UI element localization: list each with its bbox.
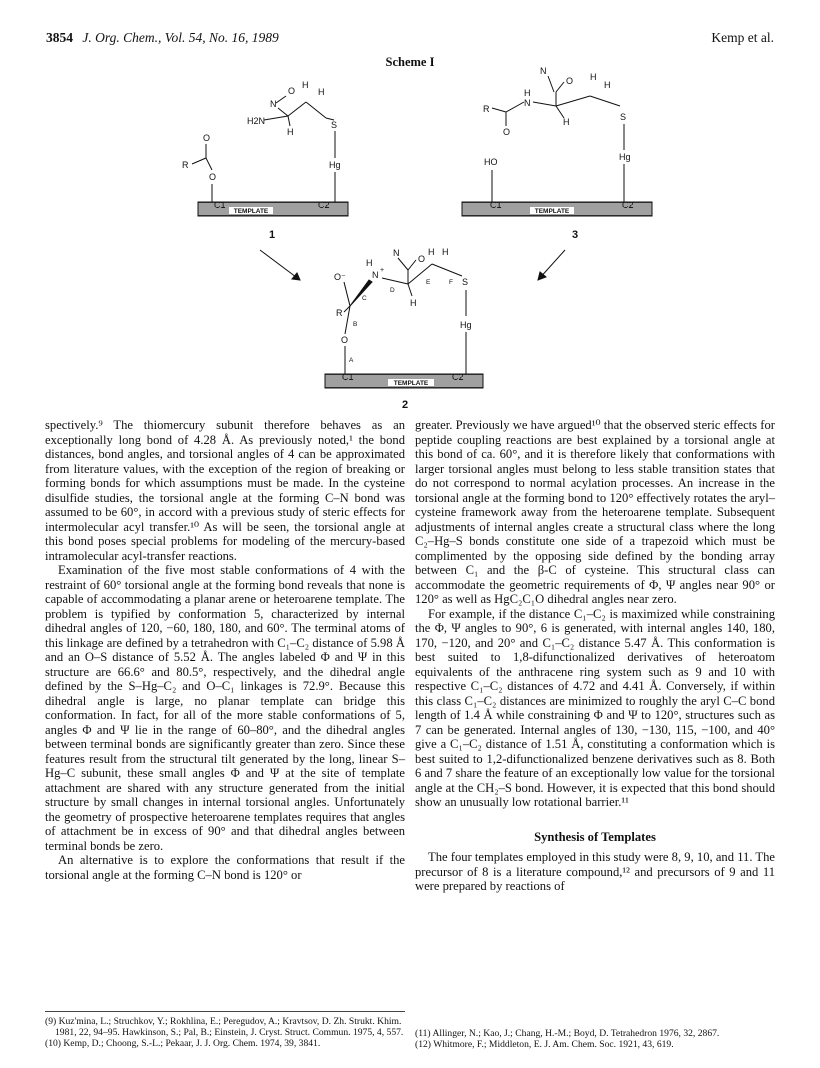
reaction-arrow-left — [260, 250, 300, 280]
compound-number-2: 2 — [402, 399, 409, 411]
bond-label-b: B — [353, 321, 358, 328]
atom-o-ester-1: O — [209, 172, 217, 182]
atom-h-beta-3: H — [590, 72, 597, 82]
atom-c1-3: C1 — [490, 200, 502, 210]
bond-label-e: E — [426, 279, 431, 286]
paragraph: The four templates employed in this study were 8, 9, 10, and 11. The precursor of 8 is a literature compound,¹² and precursors of 9 and 11 were prepared by reactions of — [415, 850, 775, 893]
footnote: (10) Kemp, D.; Choong, S.-L.; Pekaar, J. J. Org. Chem. 1974, 39, 3841. — [45, 1038, 321, 1049]
page-number: 3854 — [46, 30, 73, 45]
body-column-right — [415, 418, 775, 894]
paragraph: spectively.⁹ The thiomercury subunit therefore behaves as an exceptionally long bond of 4.28 Å. As previously noted,¹ the bond distances, bond angles, and torsional angles of 4 can be approximated from literature values, with the exception of the region of breaking or forming bonds for which assumptions must be made. In the cysteine disulfide studies, the torsional angle at the forming C–N bond was assumed to be 60°, in accord with a previous study of steric effects for intermolecular acyl transfer.¹⁰ As will be seen, the torsional angle at this bond poses special problems for modeling of the mercury-based intramolecular acyl-transfer reactions. — [45, 418, 405, 563]
bond-label-f: F — [449, 279, 453, 286]
paragraph: Examination of the five most stable conformations of 4 with the restraint of 60° torsional angle at the forming bond reveals that none is capable of accommodating a planar arene or heteroarene template. The problem is typified by conformation 5, characterized by internal dihedral angles of 120, −60, 180, 180, and 60°. The terminal atoms of this linkage are defined by a tetrahedron with C₁–C₂ distance of 5.98 Å and an O–S distance of 5.52 Å. The angles labeled Φ and Ψ in this structure are 66.6° and 80.5°, respectively, and the dihedral angle defined by the S–Hg–C₂ and O–C₁ linkages is 72.9°. Because this dihedral angle is large, no planar template can bridge this conformation. In fact, for all of the more stable conformations of 5, angles Φ and Ψ lie in the range of 60–80°, and the dihedral angles between terminal bonds are significantly greater than zero. Since these features result from the structural tilt generated by the long, linear S–Hg–C subunit, these small angles Φ and Ψ at the site of template attachment are shared with any structure generated from the initial structure by small changes in internal torsional angles. Unfortunately the geometry of prospective heteroarene templates requires that angles of attachment be in excess of 90° and that dihedral angles between terminal bonds be zero. — [45, 563, 405, 853]
bond-label-d: D — [390, 287, 395, 294]
atom-n-amide-3: N — [540, 66, 547, 76]
atom-c2-3: C2 — [622, 200, 634, 210]
running-header-authors: Kemp et al. — [711, 30, 774, 45]
template-label-3: TEMPLATE — [534, 208, 570, 215]
atom-o-minus-2: O⁻ — [334, 272, 346, 282]
bond-label-c: C — [362, 295, 367, 302]
bond-label-a: A — [349, 357, 354, 364]
atom-h-alpha-1: H — [287, 127, 294, 137]
template-label-2: TEMPLATE — [393, 380, 429, 387]
compound-number-3: 3 — [572, 229, 579, 241]
atom-s-1: S — [331, 120, 338, 130]
section-heading: Synthesis of Templates — [534, 829, 656, 844]
footnote: (11) Allinger, N.; Kao, J.; Chang, H.-M.; Boyd, D. Tetrahedron 1976, 32, 2867. — [415, 1028, 720, 1039]
structure-2 — [325, 247, 483, 411]
paragraph: greater. Previously we have argued¹⁰ that the observed steric effects for peptide coupling reactions are best explained by a torsional angle at this bond of ca. 60°, and it is therefore likely that conformations with larger torsional angles must belong to less stable transition states that do not correspond to normal acylation processes. An increase in the torsional angle at the forming bond to 120° effectively rotates the aryl–cysteine framework away from the heteroarene template. Subsequent adjustments of internal angles create a structural class where the long C₂–Hg–S bonds constitute one side of a trapezoid which must be complimented by the opposing side defined by the bonding array between C₁ and the β-C of cysteine. This structural class can accommodate the geometric requirements of Φ, Ψ angles near 90° or 120° as well as HgC₂C₁O dihedral angles near zero. — [415, 418, 775, 606]
atom-o-amide-1: O — [288, 86, 296, 96]
atom-o-amide-2: O — [418, 254, 426, 264]
template-label-1: TEMPLATE — [233, 208, 269, 215]
structure-1 — [182, 80, 348, 241]
atom-o-carbonyl-1: O — [203, 133, 211, 143]
atom-s-3: S — [620, 112, 627, 122]
atom-h-alpha-2: H — [410, 298, 417, 308]
atom-h-n-3: H — [524, 88, 531, 98]
atom-o-ester-2: O — [341, 335, 349, 345]
footnote: (9) Kuz'mina, L.; Struchkov, Y.; Rokhlina, E.; Peregudov, A.; Kravtsov, D. Zh. Strukt. Khim. 1981, 22, 94–95. Hawkinson, S.; Pal, B.; Einstein, J. Cryst. Struct. Commun. 1975, 4, 557. — [45, 1016, 404, 1038]
atom-h-alpha-3: H — [563, 117, 570, 127]
atom-h-beta-b-3: H — [604, 80, 611, 90]
atom-c2-2: C2 — [452, 372, 464, 382]
atom-n-plus-2: N — [372, 270, 379, 280]
atom-hg-3: Hg — [619, 152, 631, 162]
atom-h-beta-b-2: H — [442, 247, 449, 257]
footnotes-right — [415, 1011, 775, 1050]
footnotes-left — [45, 1011, 405, 1049]
atom-ho-3: HO — [484, 157, 498, 167]
atom-hg-1: Hg — [329, 160, 341, 170]
atom-n-amide-2: N — [393, 248, 400, 258]
scheme-title: Scheme I — [385, 55, 435, 69]
atom-n-3: N — [524, 98, 531, 108]
reaction-arrow-right — [538, 250, 565, 280]
structure-3 — [462, 66, 652, 241]
svg-text:+: + — [380, 267, 385, 274]
atom-n-amide-1: N — [270, 99, 277, 109]
journal-citation: J. Org. Chem., Vol. 54, No. 16, 1989 — [82, 30, 279, 45]
atom-h-beta-b-1: H — [318, 87, 325, 97]
atom-c1-2: C1 — [342, 372, 354, 382]
atom-s-2: S — [462, 277, 469, 287]
scheme-figure — [0, 0, 820, 415]
atom-h-beta-2: H — [428, 247, 435, 257]
footnote: (12) Whitmore, F.; Middleton, E. J. Am. Chem. Soc. 1921, 43, 619. — [415, 1039, 674, 1050]
atom-r-1: R — [182, 160, 189, 170]
atom-r-2: R — [336, 308, 343, 318]
atom-hg-2: Hg — [460, 320, 472, 330]
atom-o-amide-3: O — [566, 76, 574, 86]
atom-h2n-1: H2N — [247, 116, 266, 126]
paragraph: An alternative is to explore the conformations that result if the torsional angle at the forming C–N bond is 120° or — [45, 853, 405, 882]
atom-r-3: R — [483, 104, 490, 114]
atom-c2-1: C2 — [318, 200, 330, 210]
atom-h-n-2: H — [366, 258, 373, 268]
atom-h-beta-1: H — [302, 80, 309, 90]
atom-o-carbonyl-3: O — [503, 127, 511, 137]
atom-c1-1: C1 — [214, 200, 226, 210]
paragraph: For example, if the distance C₁–C₂ is maximized while constraining the Φ, Ψ angles to 90°, 6 is generated, with internal angles 140, 180, 170, −120, and 20° and C₁–C₂ distance 5.47 Å. This conformation is best suited to 1,8-difunctionalized derivatives of heteroatom equivalents of the anthracene ring system such as 9 and 10 with respective C₁–C₂ distances of 4.72 and 4.41 Å. Conversely, if within this class C₁–C₂ distances are minimized to roughly the aryl C–C bond length of 1.4 Å while constraining Φ and Ψ to 120°, structures such as 7 can be generated. Internal angles of 130, −130, 115, −100, and 40° give a C₁–C₂ distance of 1.51 Å, constituting a conformation which is best suited to 1,2-difunctionalized benzene derivatives such as 8. Both 6 and 7 share the feature of an exceptionally low value for the torsional angle at the CH₂–S bond. However, it is expected that this bond should show an unusually low rotational barrier.¹¹ — [415, 606, 775, 809]
compound-number-1: 1 — [269, 229, 276, 241]
body-column-left — [45, 418, 405, 882]
